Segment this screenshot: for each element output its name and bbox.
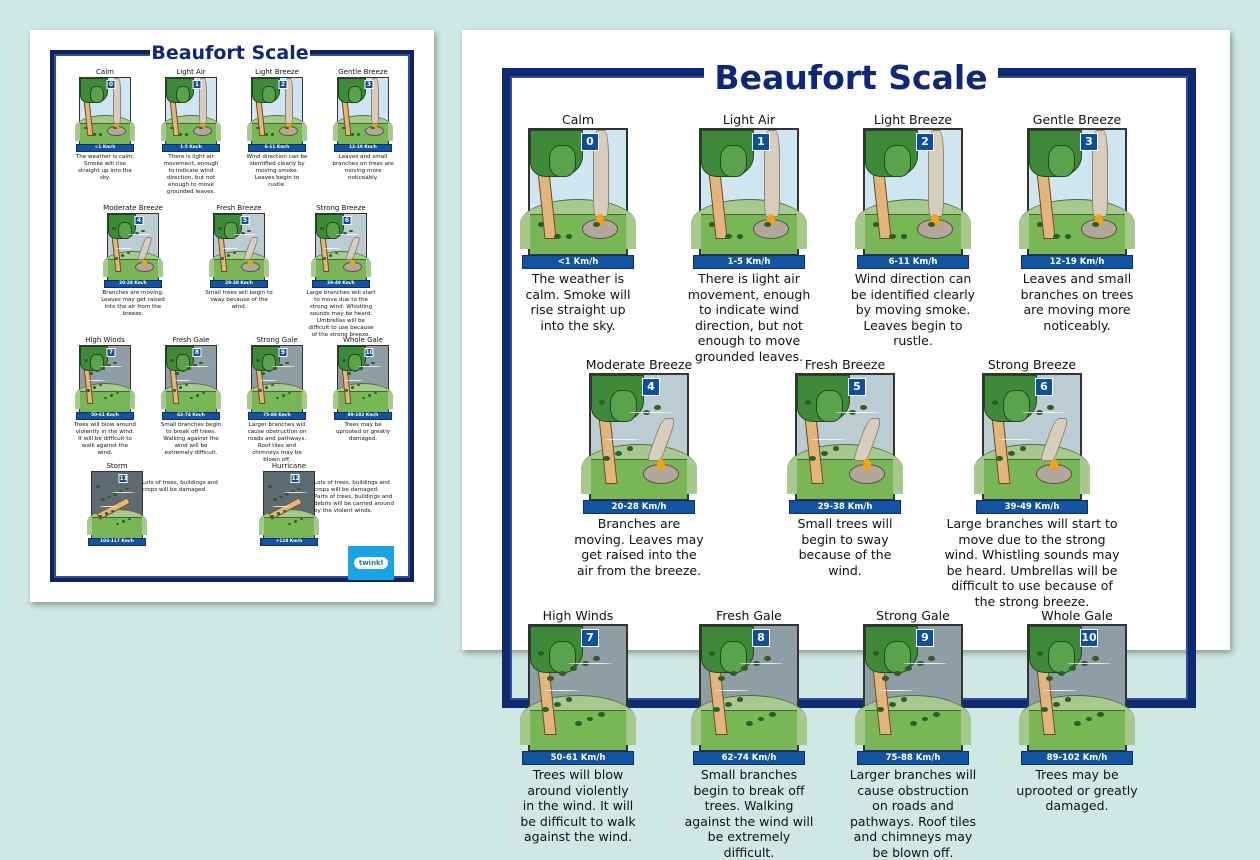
card-title: Light Air [176,68,206,76]
beaufort-card-8 [684,608,814,860]
wind-speed-label: <1 Km/h [522,255,634,269]
beaufort-card-9 [848,608,978,860]
card-description: Branches are moving. Leaves may get raised into the air from the breeze. [574,516,704,578]
force-number-badge: 0 [107,80,116,89]
force-number-badge: 7 [581,629,599,647]
weather-illustration [528,128,628,256]
weather-illustration [79,345,131,413]
wind-speed-label: 12-19 Km/h [334,144,392,152]
wind-speed-label: 20-28 Km/h [583,500,695,514]
beaufort-card-3 [1012,112,1142,333]
beaufort-card-1 [160,68,222,196]
wind-speed-label: +118 Km/h [260,538,318,546]
wind-speed-label: 62-74 Km/h [162,412,220,420]
weather-illustration [213,213,265,281]
beaufort-card-2 [848,112,978,349]
card-description: Large branches will start to move due to the strong wind. Whistling sounds may be heard. Umbrellas will be difficult to use because of the strong breeze. [944,516,1120,609]
card-title: Fresh Gale [172,336,210,344]
wind-speed-label: 39-49 Km/h [312,280,370,288]
campfire-icon [107,126,126,137]
beaufort-card-12 [258,462,320,546]
wind-speed-label: 29-38 Km/h [789,500,901,514]
card-description: Small branches begin to break off trees. Walking against the wind will be extremely difficult. [684,767,814,860]
card-title: Light Breeze [873,112,953,127]
beaufort-card-1 [684,112,814,364]
card-description: There is light air movement, enough to indicate wind direction, but not enough to move grounded leaves. [687,271,811,364]
weather-illustration [528,624,628,752]
beaufort-card-9 [246,336,308,464]
card-description: There is light air movement, enough to indicate wind direction, but not enough to move grounded leaves. [163,154,219,195]
poster-title: Beaufort Scale [151,42,309,64]
weather-illustration [263,471,315,539]
campfire-icon [365,126,384,137]
weather-illustration [589,373,689,501]
force-number-badge: 5 [848,378,866,396]
wind-speed-label: 50-61 Km/h [76,412,134,420]
card-title: Fresh Breeze [216,204,262,212]
force-number-badge: 10 [365,349,374,356]
force-number-badge: 3 [1080,133,1098,151]
card-title: Gentle Breeze [338,68,388,76]
beaufort-card-4 [98,204,168,318]
wind-speed-label: 39-49 Km/h [976,500,1088,514]
card-description: Branches are moving. Leaves may get raised into the air from the breeze. [101,290,165,317]
weather-illustration [315,213,367,281]
force-number-badge: 2 [916,133,934,151]
force-number-badge: 2 [279,80,288,89]
beaufort-card-4 [574,357,704,578]
force-number-badge: 6 [343,216,352,225]
wind-speed-label: 75-88 Km/h [857,751,969,765]
card-title: Storm [106,462,128,470]
force-number-badge: 1 [193,80,202,89]
card-title: Fresh Breeze [804,357,886,372]
card-title: Moderate Breeze [103,204,163,212]
card-description: Lots of trees, buildings and crops will be damaged. Parts of trees, buildings and debris will be carried around by the violent winds. [314,480,394,514]
card-description: Larger branches will cause obstruction on roads and pathways. Roof tiles and chimneys may be blown off. [247,422,307,463]
weather-illustration [699,128,799,256]
card-description: Large branches will start to move due to the strong wind. Whistling sounds may be heard. Umbrellas will be difficult to use because of the strong breeze. [306,290,376,338]
wind-speed-label: 20-28 Km/h [104,280,162,288]
weather-illustration [79,77,131,145]
campfire-icon [135,262,154,273]
weather-illustration [863,128,963,256]
card-description: Trees may be uprooted or greatly damaged. [1016,767,1138,813]
card-description: Trees will blow around violently in the wind. It will be difficult to walk against the wind. [520,767,636,844]
weather-illustration [251,345,303,413]
card-title: Strong Breeze [987,357,1077,372]
force-number-badge: 9 [279,348,288,357]
card-title: Strong Gale [876,608,950,623]
card-description: Lots of trees, buildings and crops will be damaged. [142,480,218,493]
card-title: High Winds [542,608,614,623]
wind-speed-label: 103-117 Km/h [88,538,146,546]
wind-speed-label: 75-88 Km/h [248,412,306,420]
campfire-icon [279,126,298,137]
force-number-badge: 1 [752,133,770,151]
weather-illustration [1027,624,1127,752]
card-title: Light Air [722,112,776,127]
beaufort-card-5 [204,204,274,311]
force-number-badge: 0 [581,133,599,151]
wind-speed-label: 6-11 Km/h [857,255,969,269]
force-number-badge: 12 [291,475,300,482]
card-description: Leaves and small branches on trees are moving more noticeably. [1020,271,1134,333]
beaufort-card-2 [246,68,308,189]
beaufort-card-0 [74,68,136,182]
card-title: Calm [561,112,595,127]
weather-illustration [1027,128,1127,256]
card-title: Hurricane [271,462,307,470]
poster-title: Beaufort Scale [704,54,998,100]
beaufort-card-7 [74,336,136,457]
force-number-badge: 7 [107,348,116,357]
weather-illustration [699,624,799,752]
beaufort-card-11 [86,462,148,546]
beaufort-card-7 [520,608,636,845]
poster-thumbnail [30,30,434,602]
card-description: Wind direction can be identified clearly by moving smoke. Leaves begin to rustle. [246,154,308,188]
force-number-badge: 8 [752,629,770,647]
beaufort-card-8 [160,336,222,457]
wind-speed-label: 29-38 Km/h [210,280,268,288]
weather-illustration [863,624,963,752]
wind-speed-label: 1-5 Km/h [693,255,805,269]
card-title: Gentle Breeze [1032,112,1122,127]
wind-speed-label: 89-102 Km/h [1021,751,1133,765]
weather-illustration [337,77,389,145]
card-description: Small trees will begin to sway because of the wind. [205,290,273,310]
force-number-badge: 10 [1080,629,1098,647]
force-number-badge: 9 [916,629,934,647]
weather-illustration [165,345,217,413]
wind-speed-label: <1 Km/h [76,144,134,152]
beaufort-card-10 [1012,608,1142,814]
wind-speed-label: 12-19 Km/h [1021,255,1133,269]
card-title: Calm [96,68,114,76]
twinkl-logo [348,546,394,580]
force-number-badge: 3 [365,80,374,89]
force-number-badge: 6 [1035,378,1053,396]
beaufort-card-6 [942,357,1122,609]
wind-speed-label: 89-102 Km/h [334,412,392,420]
card-description: Wind direction can be identified clearly by moving smoke. Leaves begin to rustle. [850,271,976,348]
campfire-icon [193,126,212,137]
beaufort-card-0 [520,112,636,333]
poster-zoomed [462,30,1230,860]
card-title: Whole Gale [342,336,384,344]
card-title: Strong Breeze [316,204,366,212]
force-number-badge: 5 [241,216,250,225]
campfire-icon [241,262,260,273]
card-description: Trees may be uprooted or greatly damaged. [335,422,391,442]
card-title: Moderate Breeze [585,357,693,372]
weather-illustration [982,373,1082,501]
card-title: High Winds [85,336,125,344]
beaufort-card-3 [332,68,394,182]
weather-illustration [795,373,895,501]
weather-illustration [251,77,303,145]
card-description: Small trees will begin to sway because of the wind. [797,516,893,578]
card-title: Whole Gale [1041,608,1113,623]
force-number-badge: 4 [135,216,144,225]
card-description: Larger branches will cause obstruction on roads and pathways. Roof tiles and chimneys may be blown off. [849,767,977,860]
card-description: The weather is calm. Smoke will rise straight up into the sky. [525,271,631,333]
logo-text: twinkl [354,557,388,569]
beaufort-card-5 [780,357,910,578]
weather-illustration [91,471,143,539]
card-title: Strong Gale [256,336,298,344]
weather-illustration [165,77,217,145]
card-description: Leaves and small branches on trees are moving more noticeably. [332,154,394,181]
card-description: Trees will blow around violently in the wind. It will be difficult to walk against the wind. [74,422,136,456]
force-number-badge: 8 [193,348,202,357]
weather-illustration [107,213,159,281]
card-description: The weather is calm. Smoke will rise straight up into the sky. [75,154,135,181]
wind-speed-label: 50-61 Km/h [522,751,634,765]
wind-speed-label: 6-11 Km/h [248,144,306,152]
force-number-badge: 4 [642,378,660,396]
beaufort-card-10 [332,336,394,443]
wind-speed-label: 62-74 Km/h [693,751,805,765]
card-title: Light Breeze [255,68,299,76]
card-title: Fresh Gale [716,608,782,623]
weather-illustration [337,345,389,413]
beaufort-card-6 [306,204,376,339]
card-description: Small branches begin to break off trees. Walking against the wind will be extremely difficult. [160,422,222,456]
campfire-icon [343,262,362,273]
force-number-badge: 11 [119,475,128,482]
wind-speed-label: 1-5 Km/h [162,144,220,152]
